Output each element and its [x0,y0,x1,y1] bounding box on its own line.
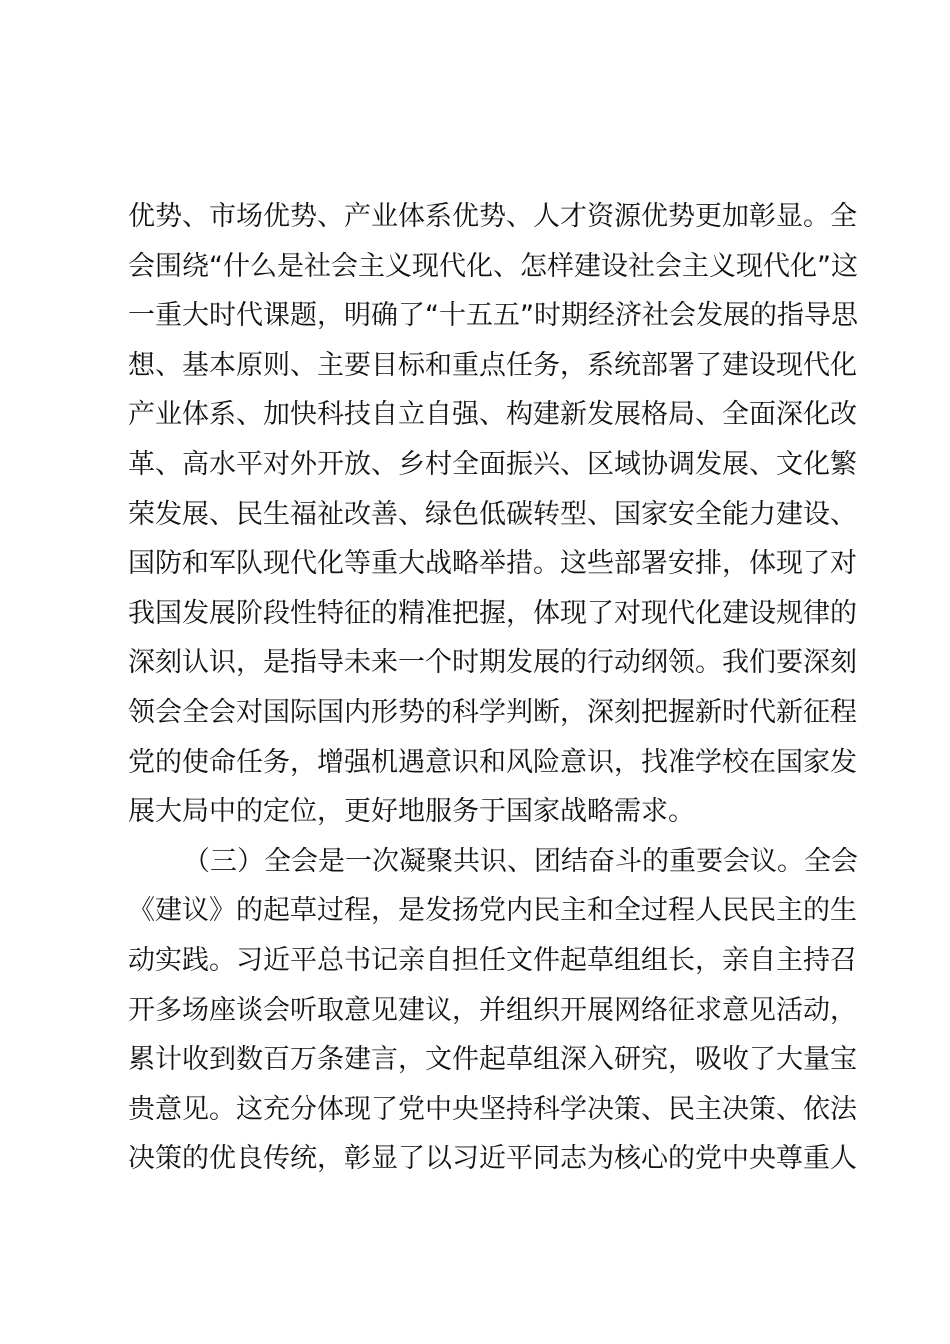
text-line: 领会全会对国际国内形势的科学判断，深刻把握新时代新征程 [128,696,857,728]
paragraph-1 [128,192,858,837]
text-line: 党的使命任务，增强机遇意识和风险意识，找准学校在国家发 [128,746,857,778]
text-line: 国防和军队现代化等重大战略举措。这些部署安排，体现了对 [128,548,857,580]
text-line: 决策的优良传统，彰显了以习近平同志为核心的党中央尊重人 [128,1143,857,1175]
text-line: 一重大时代课题，明确了“十五五”时期经济社会发展的指导思 [128,300,858,332]
text-line: 累计收到数百万条建言，文件起草组深入研究，吸收了大量宝 [128,1044,857,1076]
text-line: 《建议》的起草过程，是发扬党内民主和全过程人民民主的生 [128,895,857,927]
text-line: 优势、市场优势、产业体系优势、人才资源优势更加彰显。全 [128,201,857,232]
text-line: 动实践。习近平总书记亲自担任文件起草组组长，亲自主持召 [128,944,857,976]
text-line: 开多场座谈会听取意见建议，并组织开展网络征求意见活动， [128,994,857,1026]
body-text [128,192,858,1184]
text-line: 革、高水平对外开放、乡村全面振兴、区域协调发展、文化繁 [128,448,857,480]
text-line: 想、基本原则、主要目标和重点任务，系统部署了建设现代化 [128,349,857,381]
text-line: 深刻认识，是指导未来一个时期发展的行动纲领。我们要深刻 [128,647,857,679]
text-line: 展大局中的定位，更好地服务于国家战略需求。 [128,796,695,828]
text-line: 我国发展阶段性特征的精准把握，体现了对现代化建设规律的 [128,597,857,629]
text-line: 荣发展、民生福祉改善、绿色低碳转型、国家安全能力建设、 [128,498,857,530]
text-line: 贵意见。这充分体现了党中央坚持科学决策、民主决策、依法 [128,1093,857,1125]
paragraph-2 [128,837,858,1184]
text-line: 会围绕“什么是社会主义现代化、怎样建设社会主义现代化”这 [128,250,858,282]
text-line: 产业体系、加快科技自立自强、构建新发展格局、全面深化改 [128,399,857,431]
text-line: （三）全会是一次凝聚共识、团结奋斗的重要会议。全会 [183,845,858,877]
